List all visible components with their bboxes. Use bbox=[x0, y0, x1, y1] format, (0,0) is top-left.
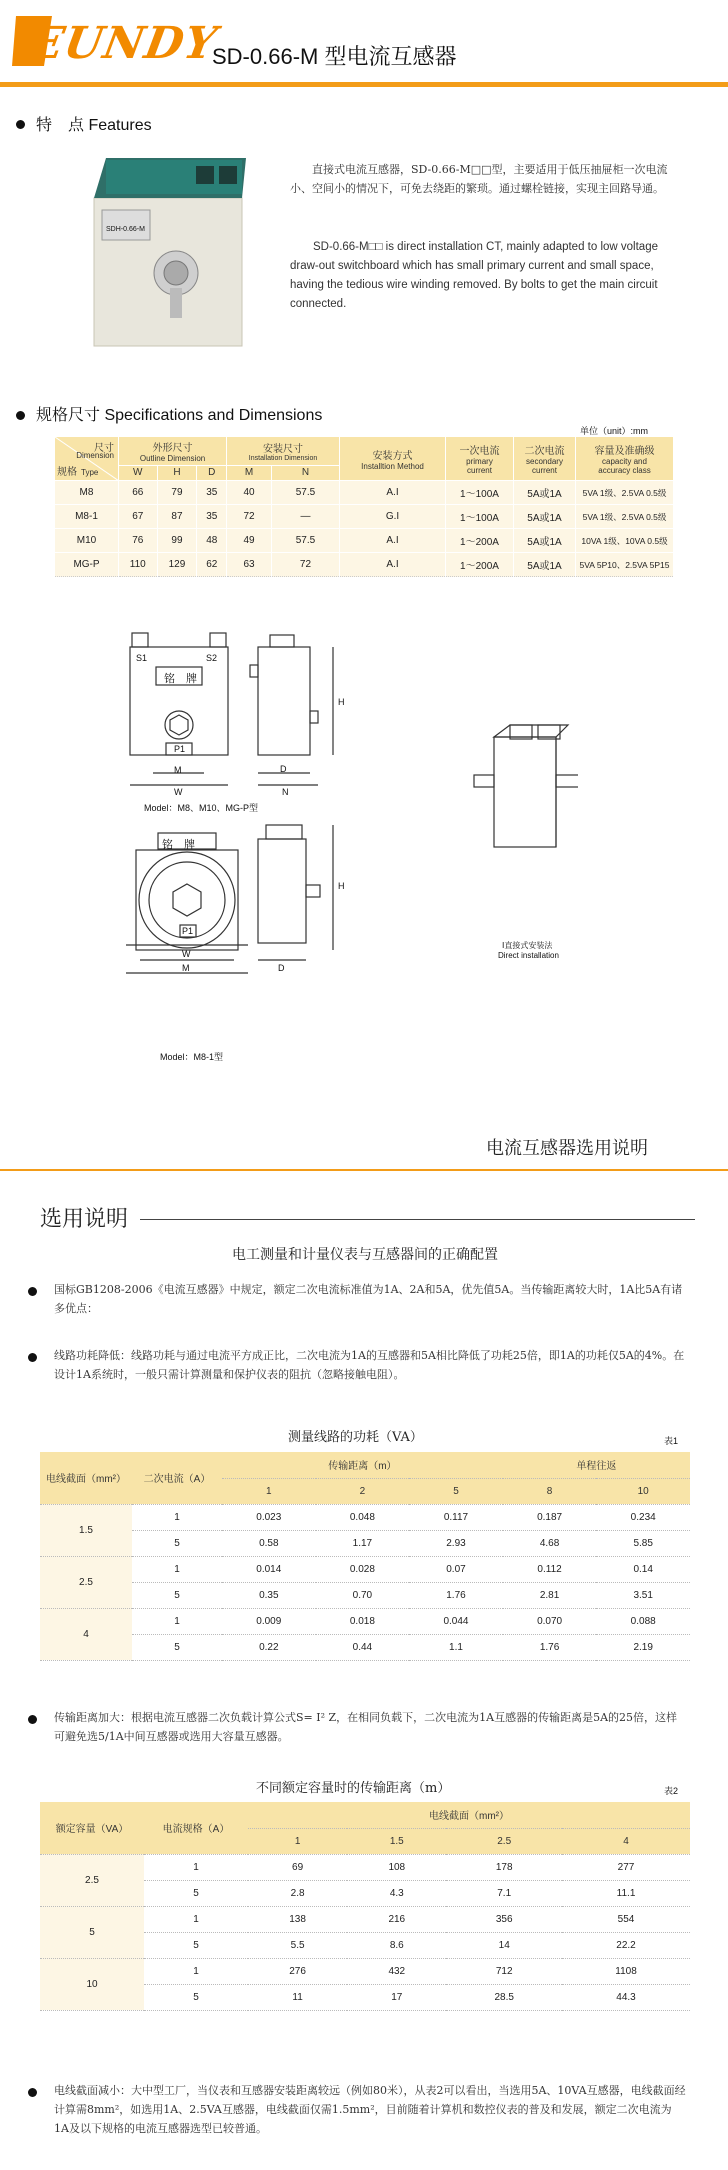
t2-value-cell: 432 bbox=[347, 1958, 446, 1984]
t2-value-cell: 108 bbox=[347, 1854, 446, 1880]
features-en-text: SD-0.66-M□□ is direct installation CT, mainly adapted to low voltage draw-out switchboard which has small primary current and small space, having the tedious wire winding removed. By bolts to get the main circuit connected. bbox=[290, 241, 658, 310]
table-row bbox=[40, 1634, 690, 1660]
bullet-icon bbox=[28, 1353, 37, 1362]
t1-value-cell: 0.70 bbox=[316, 1582, 410, 1608]
t1-value-cell: 2.19 bbox=[596, 1634, 690, 1660]
capacity-en2: accuracy class bbox=[598, 466, 651, 475]
capacity-header bbox=[576, 437, 674, 481]
dimension-cn: 尺寸 bbox=[94, 443, 114, 454]
t1-value-cell: 0.58 bbox=[222, 1530, 316, 1556]
secondary-en1: secondary bbox=[526, 457, 563, 466]
t2-value-cell: 22.2 bbox=[562, 1932, 690, 1958]
spec-cell-capacity: 5VA 1级、2.5VA 0.5级 bbox=[576, 505, 674, 529]
label-m: M bbox=[174, 765, 182, 775]
spec-cell-D: 48 bbox=[197, 529, 227, 553]
bullet-icon bbox=[16, 120, 25, 129]
method-en: Installtion Method bbox=[361, 461, 424, 471]
label-s2: S2 bbox=[206, 653, 218, 663]
t1-value-cell: 4.68 bbox=[503, 1530, 597, 1556]
table2-tag: 表2 bbox=[664, 1786, 679, 1796]
col-M: M bbox=[227, 465, 272, 480]
spec-cell-primary: 1～200A bbox=[446, 529, 514, 553]
secondary-en2: current bbox=[532, 466, 557, 475]
t2-value-cell: 138 bbox=[248, 1906, 347, 1932]
t2-value-cell: 2.8 bbox=[248, 1880, 347, 1906]
spec-cell-type: M10 bbox=[55, 529, 119, 553]
guide-subtitle: 电工测量和计量仪表与互感器间的正确配置 bbox=[232, 1247, 498, 1263]
spec-cell-type: M8 bbox=[55, 481, 119, 505]
spec-cell-primary: 1～100A bbox=[446, 505, 514, 529]
spec-cell-M: 49 bbox=[227, 529, 272, 553]
t1-distance-header: 5 bbox=[409, 1478, 503, 1504]
t2-value-cell: 11 bbox=[248, 1984, 347, 2010]
spec-cell-secondary: 5A或1A bbox=[514, 481, 576, 505]
t2-value-cell: 44.3 bbox=[562, 1984, 690, 2010]
t1-section-cell: 1.5 bbox=[40, 1504, 132, 1556]
spec-cell-D: 35 bbox=[197, 481, 227, 505]
guide-paragraph-1: 国标GB1208-2006《电流互感器》中规定，额定二次电流标准值为1A、2A和5A，优先值5A。当传输距离较大时，1A比5A有诸多优点： bbox=[54, 1283, 683, 1315]
t2-value-cell: 712 bbox=[446, 1958, 562, 1984]
t2-section-header: 1.5 bbox=[347, 1828, 446, 1854]
t1-distance-header: 10 bbox=[596, 1478, 690, 1504]
outline-cn: 外形尺寸 bbox=[152, 442, 193, 454]
col-D: D bbox=[197, 465, 227, 480]
spec-cell-M: 63 bbox=[227, 553, 272, 577]
guide-title: 选用说明 bbox=[40, 1207, 129, 1232]
label-d-2: D bbox=[278, 963, 285, 973]
t1-value-cell: 0.14 bbox=[596, 1556, 690, 1582]
label-n: N bbox=[282, 787, 289, 797]
spec-row bbox=[55, 553, 674, 577]
t1-value-cell: 0.048 bbox=[316, 1504, 410, 1530]
t1-value-cell: 5.85 bbox=[596, 1530, 690, 1556]
spec-cell-M: 72 bbox=[227, 505, 272, 529]
t2-value-cell: 14 bbox=[446, 1932, 562, 1958]
t1-value-cell: 0.187 bbox=[503, 1504, 597, 1530]
col-W: W bbox=[119, 465, 158, 480]
table-row bbox=[40, 1504, 690, 1530]
spec-cell-N: 57.5 bbox=[271, 481, 339, 505]
spec-cell-method: A.I bbox=[340, 553, 446, 577]
product-label: SDH-0.66-M bbox=[106, 226, 145, 233]
caption-model-2: Model：M8-1型 bbox=[160, 1052, 224, 1062]
spec-cell-primary: 1～100A bbox=[446, 481, 514, 505]
t1-secondary-cell: 1 bbox=[132, 1504, 222, 1530]
table-row bbox=[40, 1556, 690, 1582]
t1-distance-header: 8 bbox=[503, 1478, 597, 1504]
type-en: Type bbox=[81, 468, 99, 477]
t2-capacity-cell: 10 bbox=[40, 1958, 144, 2010]
bullet-icon bbox=[28, 2088, 37, 2097]
table-row bbox=[40, 1530, 690, 1556]
t1-col-secondary: 二次电流（A） bbox=[132, 1452, 222, 1504]
col-H: H bbox=[157, 465, 197, 480]
spec-cell-D: 35 bbox=[197, 505, 227, 529]
nameplate-label: 铭 牌 bbox=[164, 673, 197, 685]
t1-secondary-cell: 5 bbox=[132, 1582, 222, 1608]
t2-spec-cell: 5 bbox=[144, 1932, 248, 1958]
t1-value-cell: 2.93 bbox=[409, 1530, 503, 1556]
spec-cell-method: A.I bbox=[340, 481, 446, 505]
method-cn: 安装方式 bbox=[372, 450, 413, 462]
t1-value-cell: 0.234 bbox=[596, 1504, 690, 1530]
features-cn-text: 直接式电流互感器，SD-0.66-M□□型，主要适用于低压抽屉柜一次电流小、空间小的情况下，可免去绕距的繁琐。通过螺栓链接，实现主回路导通。 bbox=[290, 163, 668, 195]
direct-install-cn: Ⅰ直接式安装法 bbox=[502, 941, 553, 950]
t2-spec-cell: 1 bbox=[144, 1854, 248, 1880]
table-row bbox=[40, 1906, 690, 1932]
label-s1: S1 bbox=[136, 653, 148, 663]
bullet-icon bbox=[16, 411, 25, 420]
features-title: 特 点 Features bbox=[36, 117, 152, 134]
table-row bbox=[40, 1608, 690, 1634]
t1-value-cell: 0.35 bbox=[222, 1582, 316, 1608]
t2-value-cell: 8.6 bbox=[347, 1932, 446, 1958]
t2-capacity-cell: 5 bbox=[40, 1906, 144, 1958]
primary-header bbox=[446, 437, 514, 481]
t2-col-section: 电线截面（mm²） bbox=[248, 1802, 690, 1828]
t2-value-cell: 7.1 bbox=[446, 1880, 562, 1906]
guide-paragraph-2: 线路功耗降低：线路功耗与通过电流平方成正比，二次电流为1A的互感器和5A相比降低了功耗25倍，即1A的功耗仅5A的4%。在设计1A系统时，一般只需计算测量和保护仪表的阻抗（忽略接触电阻）。 bbox=[54, 1349, 685, 1381]
t1-value-cell: 0.088 bbox=[596, 1608, 690, 1634]
type-cn: 规格 bbox=[57, 467, 77, 478]
install-cn: 安装尺寸 bbox=[263, 443, 304, 455]
spec-cell-secondary: 5A或1A bbox=[514, 529, 576, 553]
t1-value-cell: 1.76 bbox=[409, 1582, 503, 1608]
spec-cell-N: — bbox=[271, 505, 339, 529]
spec-cell-secondary: 5A或1A bbox=[514, 505, 576, 529]
bullet-icon bbox=[28, 1287, 37, 1296]
t1-value-cell: 0.44 bbox=[316, 1634, 410, 1660]
t1-col-roundtrip: 单程往返 bbox=[503, 1452, 690, 1478]
unit-note: 单位（unit）:mm bbox=[580, 426, 649, 436]
t1-distance-header: 1 bbox=[222, 1478, 316, 1504]
t1-distance-header: 2 bbox=[316, 1478, 410, 1504]
t1-value-cell: 3.51 bbox=[596, 1582, 690, 1608]
dimension-drawings bbox=[118, 625, 578, 1065]
install-header bbox=[227, 437, 340, 466]
spec-cell-W: 67 bbox=[119, 505, 158, 529]
t2-value-cell: 4.3 bbox=[347, 1880, 446, 1906]
spec-cell-N: 72 bbox=[271, 553, 339, 577]
t1-value-cell: 2.81 bbox=[503, 1582, 597, 1608]
spec-cell-capacity: 5VA 1级、2.5VA 0.5级 bbox=[576, 481, 674, 505]
t2-value-cell: 28.5 bbox=[446, 1984, 562, 2010]
t1-value-cell: 0.023 bbox=[222, 1504, 316, 1530]
label-w-2: W bbox=[182, 949, 191, 959]
t2-value-cell: 178 bbox=[446, 1854, 562, 1880]
t2-value-cell: 356 bbox=[446, 1906, 562, 1932]
spec-header-corner bbox=[55, 437, 119, 481]
spec-cell-type: MG-P bbox=[55, 553, 119, 577]
label-p1: P1 bbox=[174, 744, 186, 754]
direct-install-en: Direct installation bbox=[498, 951, 559, 960]
caption-model-1: Model：M8、M10、MG-P型 bbox=[144, 803, 259, 813]
spec-cell-H: 87 bbox=[157, 505, 197, 529]
t2-value-cell: 276 bbox=[248, 1958, 347, 1984]
dimension-en: Dimension bbox=[76, 451, 114, 460]
bullet-icon bbox=[28, 1715, 37, 1724]
t2-value-cell: 277 bbox=[562, 1854, 690, 1880]
t1-value-cell: 1.1 bbox=[409, 1634, 503, 1660]
outline-header bbox=[119, 437, 227, 466]
t1-value-cell: 1.76 bbox=[503, 1634, 597, 1660]
t1-col-section: 电线截面（mm²） bbox=[40, 1452, 132, 1504]
t2-spec-cell: 5 bbox=[144, 1880, 248, 1906]
t1-value-cell: 0.044 bbox=[409, 1608, 503, 1634]
spec-row bbox=[55, 481, 674, 505]
t1-value-cell: 0.018 bbox=[316, 1608, 410, 1634]
spec-cell-H: 129 bbox=[157, 553, 197, 577]
table2-title: 不同额定容量时的传输距离（m） bbox=[256, 1781, 451, 1796]
t1-section-cell: 4 bbox=[40, 1608, 132, 1660]
product-photo bbox=[86, 148, 256, 348]
table-row bbox=[40, 1958, 690, 1984]
t1-secondary-cell: 1 bbox=[132, 1608, 222, 1634]
spec-cell-method: A.I bbox=[340, 529, 446, 553]
t1-value-cell: 1.17 bbox=[316, 1530, 410, 1556]
t2-value-cell: 69 bbox=[248, 1854, 347, 1880]
guide-title-rule bbox=[140, 1219, 695, 1220]
nameplate-label-2: 铭 牌 bbox=[162, 839, 195, 851]
method-header bbox=[340, 437, 446, 481]
t1-value-cell: 0.117 bbox=[409, 1504, 503, 1530]
spec-cell-H: 79 bbox=[157, 481, 197, 505]
t1-col-distance: 传输距离（m） bbox=[222, 1452, 503, 1478]
t2-value-cell: 1108 bbox=[562, 1958, 690, 1984]
spec-cell-D: 62 bbox=[197, 553, 227, 577]
table1-title: 测量线路的功耗（VA） bbox=[288, 1430, 423, 1445]
t1-secondary-cell: 5 bbox=[132, 1634, 222, 1660]
t1-value-cell: 0.22 bbox=[222, 1634, 316, 1660]
spec-row bbox=[55, 529, 674, 553]
t2-value-cell: 17 bbox=[347, 1984, 446, 2010]
document-title: SD-0.66-M 型电流互感器 bbox=[212, 44, 457, 69]
primary-en1: primary bbox=[466, 457, 493, 466]
spec-cell-primary: 1～200A bbox=[446, 553, 514, 577]
banner-rule bbox=[0, 1169, 728, 1171]
t1-secondary-cell: 5 bbox=[132, 1530, 222, 1556]
spec-cell-H: 99 bbox=[157, 529, 197, 553]
t2-spec-cell: 1 bbox=[144, 1906, 248, 1932]
t2-value-cell: 11.1 bbox=[562, 1880, 690, 1906]
spec-cell-W: 66 bbox=[119, 481, 158, 505]
outline-en: Outline Dimension bbox=[139, 453, 206, 463]
t2-section-header: 2.5 bbox=[446, 1828, 562, 1854]
t1-value-cell: 0.070 bbox=[503, 1608, 597, 1634]
spec-table bbox=[54, 436, 674, 577]
spec-row bbox=[55, 505, 674, 529]
logo-text: EUNDY bbox=[25, 18, 222, 69]
spec-cell-capacity: 5VA 5P10、2.5VA 5P15 bbox=[576, 553, 674, 577]
t2-col-spec: 电流规格（A） bbox=[144, 1802, 248, 1854]
secondary-cn: 二次电流 bbox=[524, 446, 565, 457]
t2-col-capacity: 额定容量（VA） bbox=[40, 1802, 144, 1854]
spec-cell-N: 57.5 bbox=[271, 529, 339, 553]
table2 bbox=[40, 1802, 690, 2011]
spec-cell-M: 40 bbox=[227, 481, 272, 505]
capacity-cn: 容量及准确级 bbox=[594, 446, 655, 457]
label-p1-2: P1 bbox=[182, 926, 194, 936]
col-N: N bbox=[271, 465, 339, 480]
label-m-2: M bbox=[182, 963, 190, 973]
secondary-header bbox=[514, 437, 576, 481]
t2-section-header: 1 bbox=[248, 1828, 347, 1854]
spec-cell-method: G.I bbox=[340, 505, 446, 529]
t1-value-cell: 0.07 bbox=[409, 1556, 503, 1582]
t2-value-cell: 554 bbox=[562, 1906, 690, 1932]
t1-value-cell: 0.112 bbox=[503, 1556, 597, 1582]
table-row bbox=[40, 1582, 690, 1608]
t1-secondary-cell: 1 bbox=[132, 1556, 222, 1582]
t1-value-cell: 0.028 bbox=[316, 1556, 410, 1582]
spec-cell-W: 76 bbox=[119, 529, 158, 553]
guide-paragraph-3: 传输距离加大：根据电流互感器二次负载计算公式S= I² Z，在相同负载下，二次电流为1A互感器的传输距离是5A的25倍，这样可避免选5/1A中间互感器或选用大容量互感器。 bbox=[54, 1711, 678, 1743]
specs-title: 规格尺寸 Specifications and Dimensions bbox=[36, 407, 323, 424]
primary-cn: 一次电流 bbox=[459, 446, 500, 457]
table-row bbox=[40, 1854, 690, 1880]
primary-en2: current bbox=[467, 466, 492, 475]
guide-paragraph-4: 电线截面减小：大中型工厂，当仪表和互感器安装距离较远（例如80米），从表2可以看出，当选用5A、10VA互感器，电线截面经计算需8mm²，如选用1A、2.5VA互感器，电线截面仅需1.5mm²，目前随着计算机和数控仪表的普及和发展，额定二次电流为1A及以下规格的电流互感器选型已较普通。 bbox=[54, 2084, 686, 2135]
t2-spec-cell: 5 bbox=[144, 1984, 248, 2010]
label-h: H bbox=[338, 697, 345, 707]
t1-value-cell: 0.009 bbox=[222, 1608, 316, 1634]
header-rule bbox=[0, 82, 728, 87]
t2-value-cell: 5.5 bbox=[248, 1932, 347, 1958]
label-h-2: H bbox=[338, 881, 345, 891]
spec-cell-type: M8-1 bbox=[55, 505, 119, 529]
brand-logo bbox=[12, 8, 222, 70]
label-d: D bbox=[280, 764, 287, 774]
t2-capacity-cell: 2.5 bbox=[40, 1854, 144, 1906]
table1-tag: 表1 bbox=[664, 1436, 679, 1446]
spec-cell-capacity: 10VA 1级、10VA 0.5级 bbox=[576, 529, 674, 553]
label-w: W bbox=[174, 787, 183, 797]
t2-spec-cell: 1 bbox=[144, 1958, 248, 1984]
capacity-en1: capacity and bbox=[602, 457, 647, 466]
spec-cell-secondary: 5A或1A bbox=[514, 553, 576, 577]
spec-cell-W: 110 bbox=[119, 553, 158, 577]
table1 bbox=[40, 1452, 690, 1661]
install-en: Installation Dimension bbox=[248, 454, 318, 462]
t2-section-header: 4 bbox=[562, 1828, 690, 1854]
t1-value-cell: 0.014 bbox=[222, 1556, 316, 1582]
guide-banner: 电流互感器选用说明 bbox=[486, 1138, 648, 1159]
t2-value-cell: 216 bbox=[347, 1906, 446, 1932]
t1-section-cell: 2.5 bbox=[40, 1556, 132, 1608]
